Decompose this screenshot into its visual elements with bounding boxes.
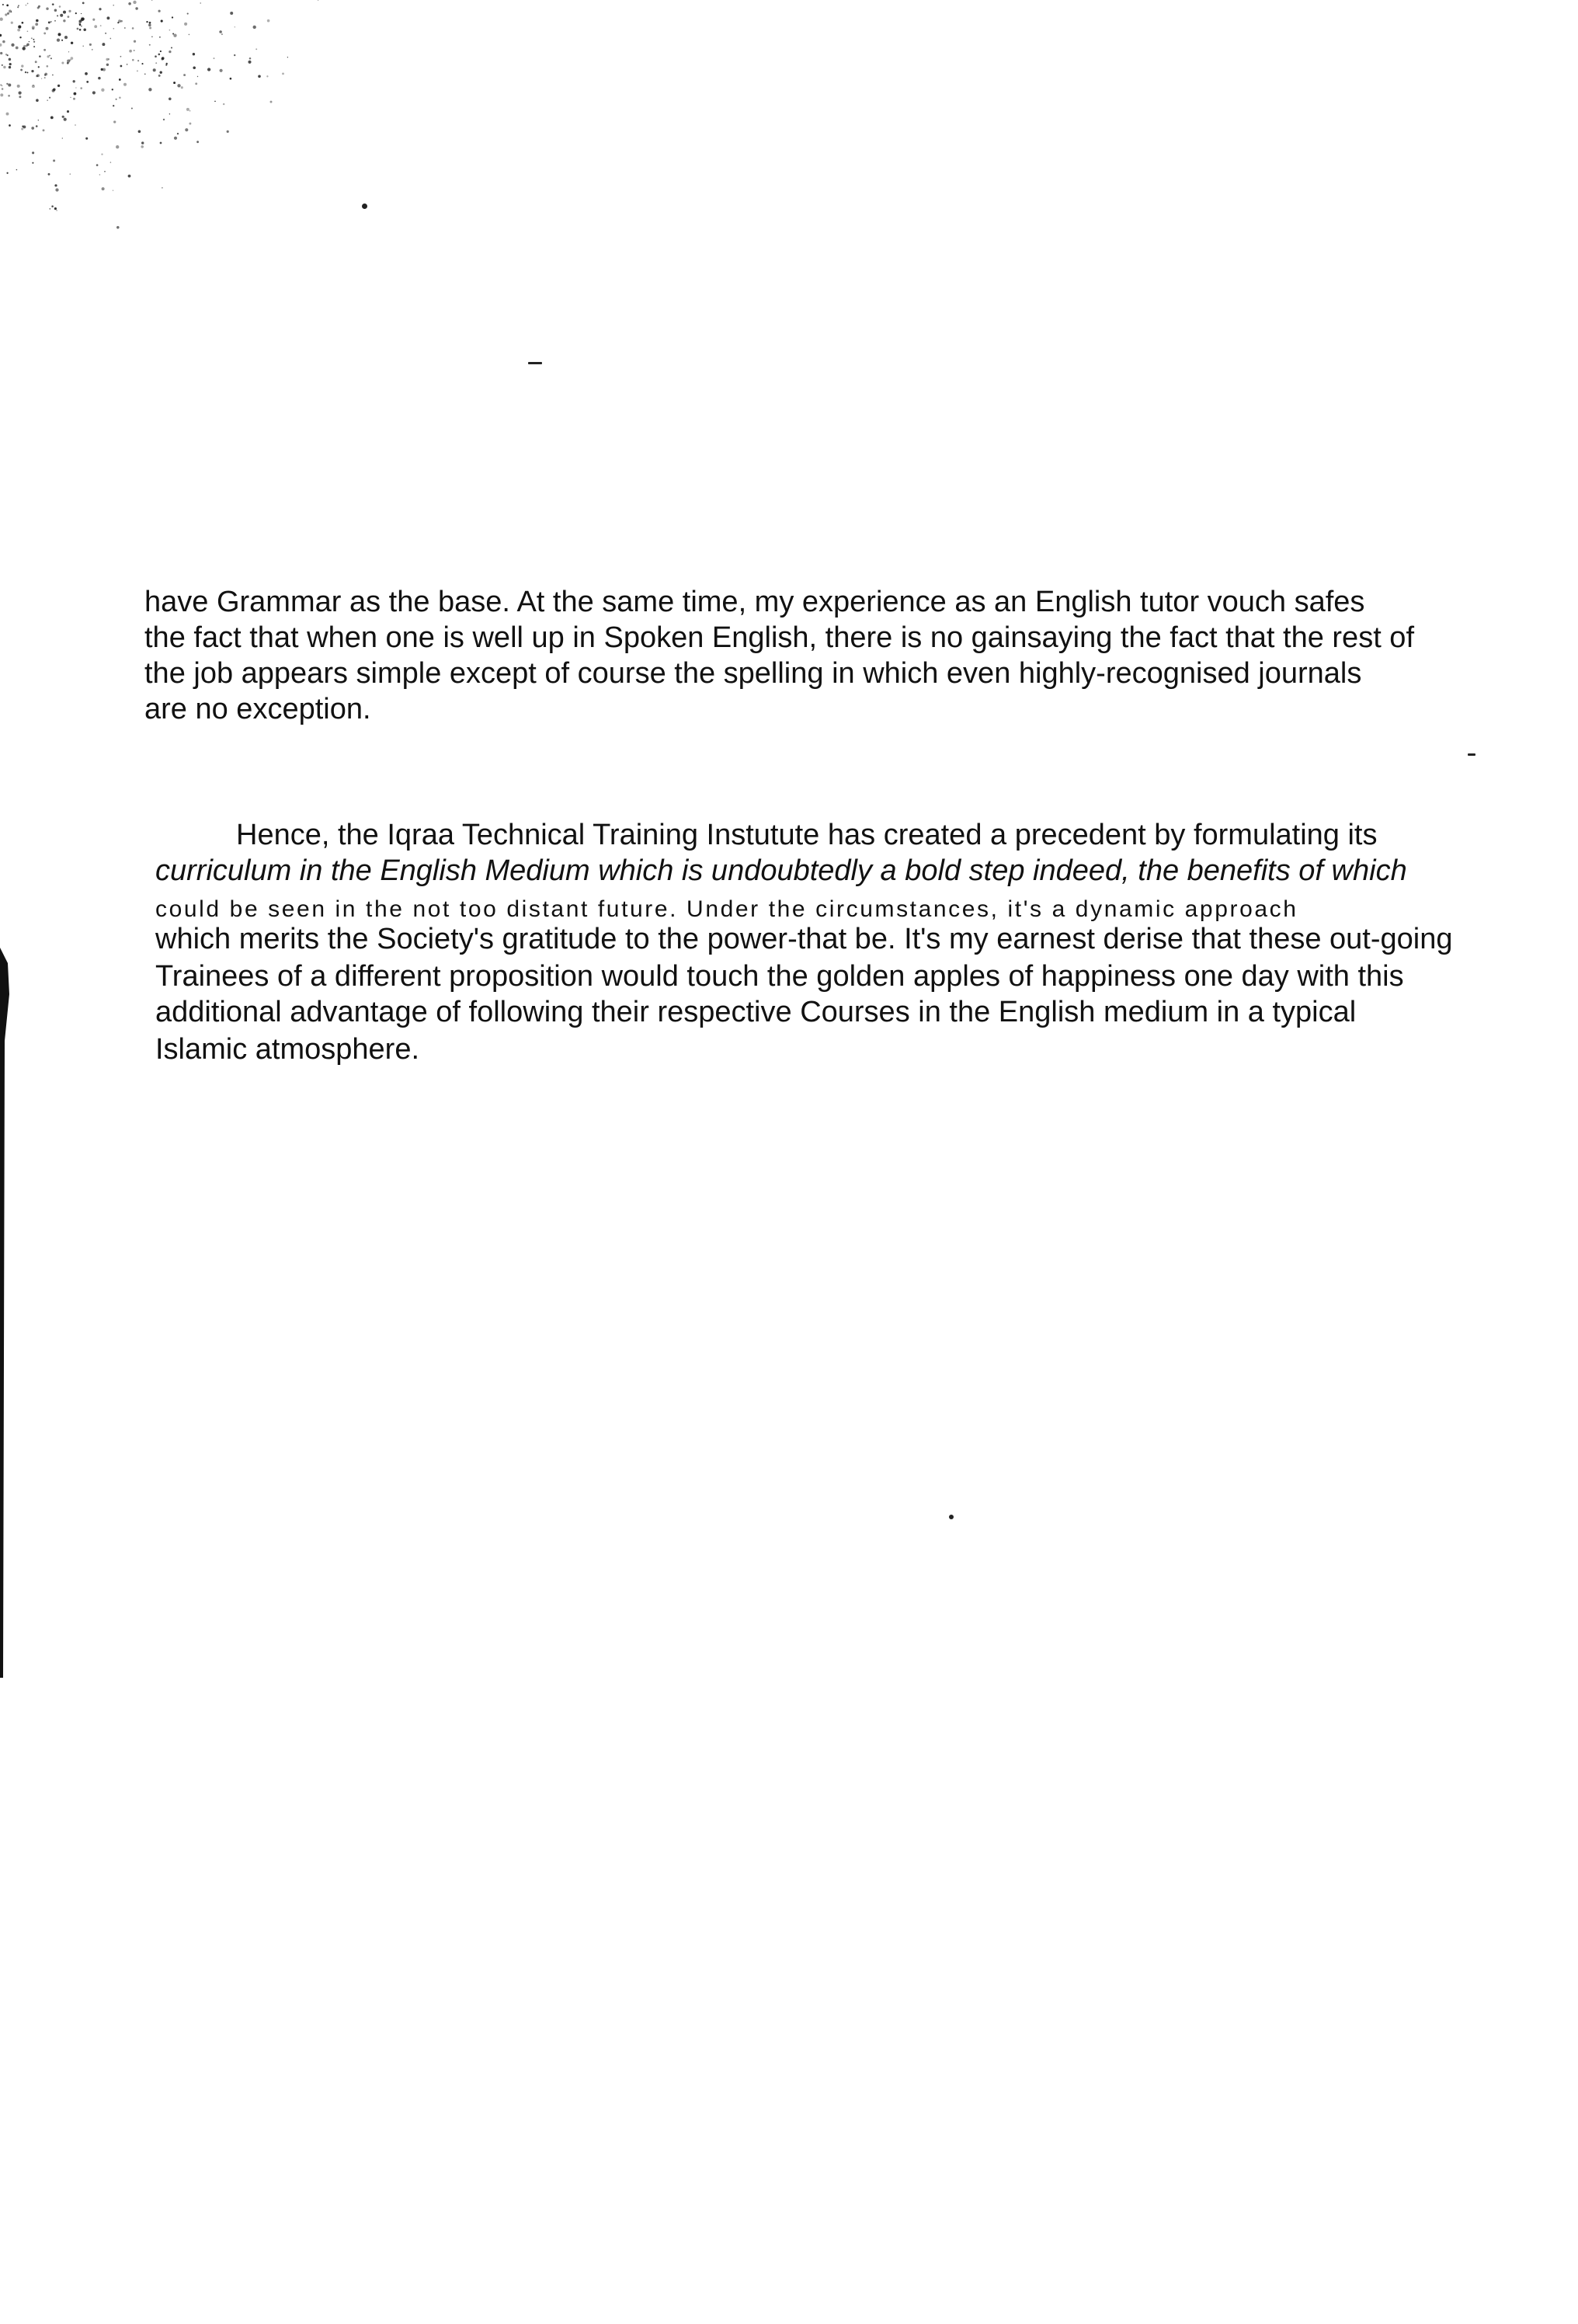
text-line: Trainees of a different proposition would touch the golden apples of happiness one day with this <box>155 960 1404 993</box>
text-line: additional advantage of following their respective Courses in the English medium in a typical <box>155 996 1357 1028</box>
scan-dot <box>949 1515 954 1519</box>
text-line: Hence, the Iqraa Technical Training Instutute has created a precedent by formulating its <box>236 819 1378 851</box>
text-line: Islamic atmosphere. <box>155 1033 420 1066</box>
scan-dot <box>362 204 367 209</box>
text-line: are no exception. <box>144 693 371 725</box>
text-line: could be seen in the not too distant future. Under the circumstances, it's a dynamic approach <box>155 896 1298 922</box>
scan-speckle-noise <box>0 0 435 311</box>
scan-dash <box>528 362 542 364</box>
text-line: the job appears simple except of course the spelling in which even highly-recognised journals <box>144 657 1362 690</box>
text-line: the fact that when one is well up in Spoken English, there is no gainsaying the fact that the rest of <box>144 621 1415 654</box>
text-line: which merits the Society's gratitude to the power-that be. It's my earnest derise that these out-going <box>155 923 1453 955</box>
binding-edge-shadow <box>0 948 11 1678</box>
text-line: curriculum in the English Medium which is undoubtedly a bold step indeed, the benefits of which <box>155 854 1407 887</box>
text-line: have Grammar as the base. At the same time, my experience as an English tutor vouch safes <box>144 586 1365 618</box>
scan-dash <box>1468 753 1475 756</box>
